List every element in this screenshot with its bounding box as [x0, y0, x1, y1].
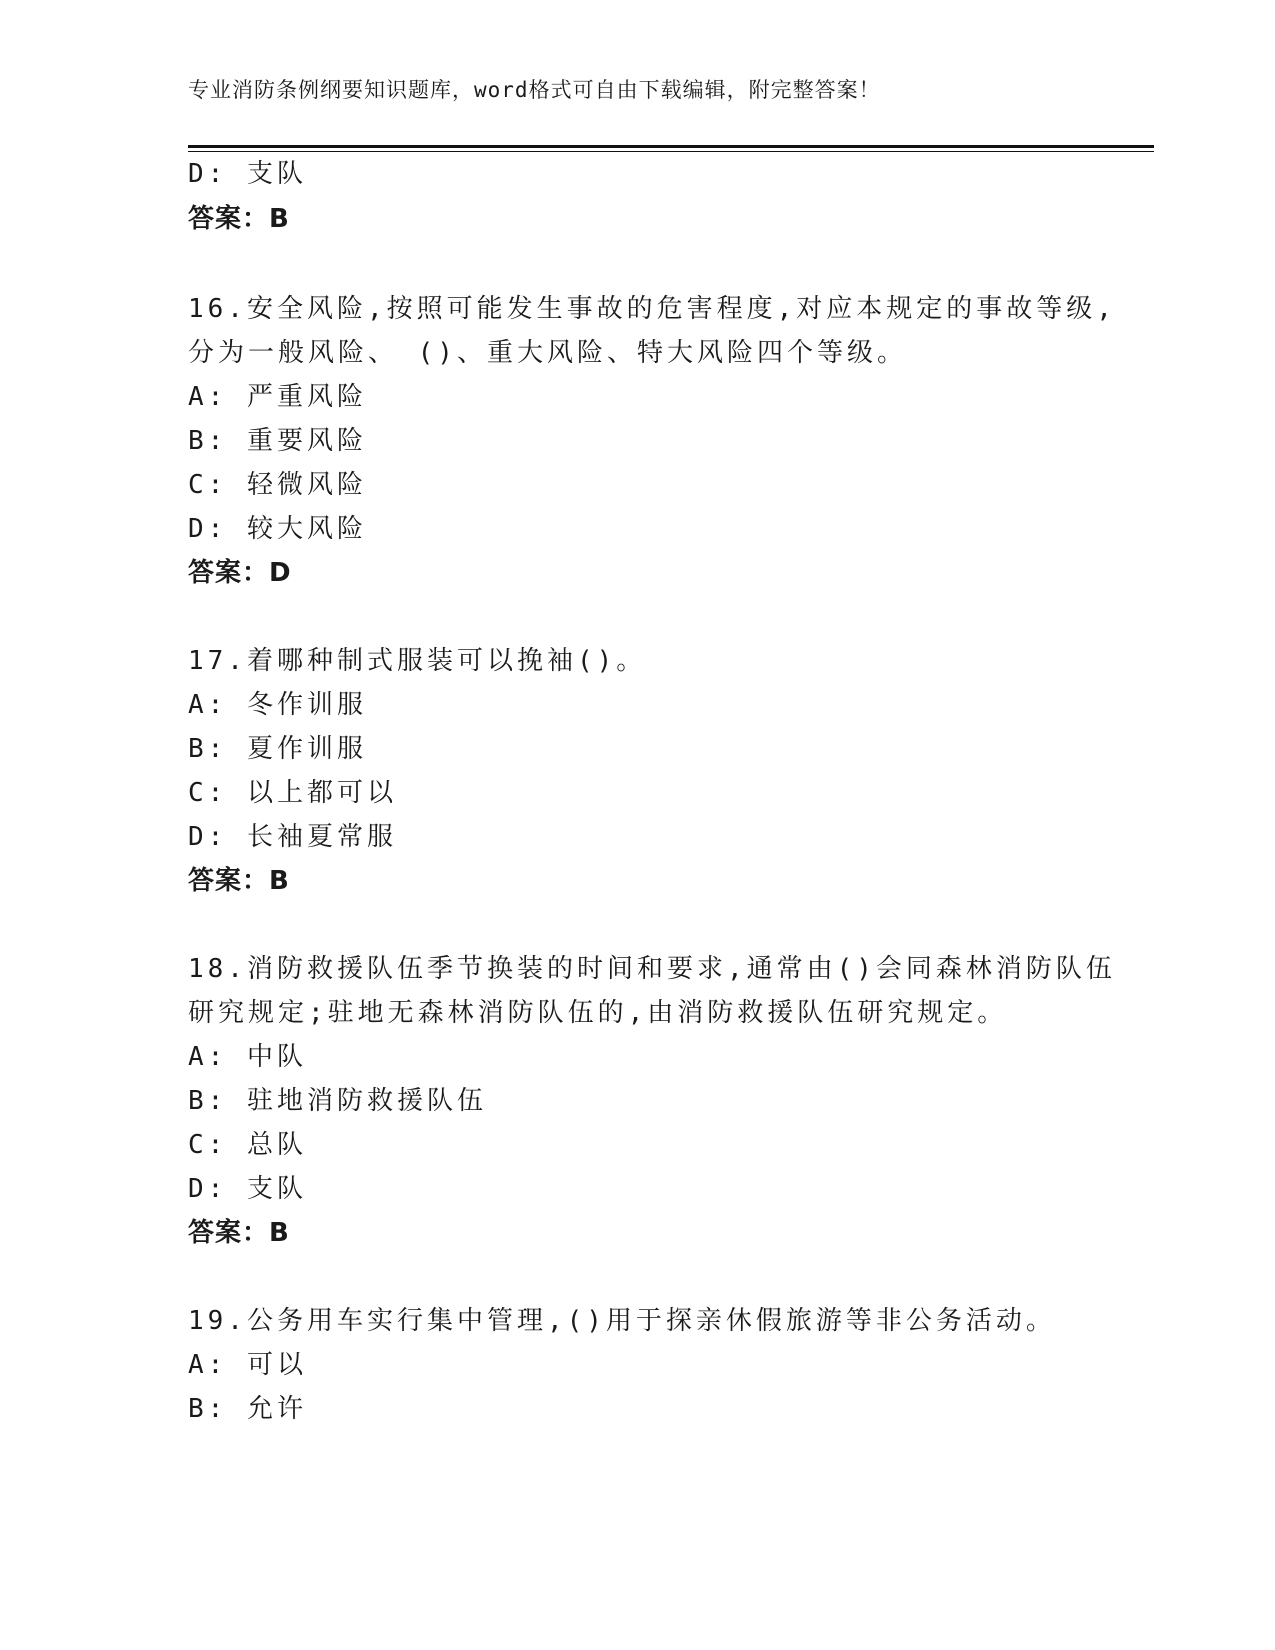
q17-answer: 答案：B [188, 866, 290, 896]
q19-stem-line1: 19.公务用车实行集中管理,()用于探亲休假旅游等非公务活动。 [188, 1306, 1056, 1336]
q16-option-c: C: 轻微风险 [188, 470, 367, 500]
q17-option-d: D: 长袖夏常服 [188, 822, 397, 852]
page-header: 专业消防条例纲要知识题库，word格式可自由下载编辑，附完整答案！ [188, 78, 881, 102]
q16-stem-line1: 16.安全风险,按照可能发生事故的危害程度,对应本规定的事故等级, [188, 294, 1116, 324]
header-rule-thin [188, 151, 1154, 152]
q15-answer: 答案：B [188, 204, 290, 234]
q17-option-a: A: 冬作训服 [188, 690, 367, 720]
q18-stem-line2: 研究规定;驻地无森林消防队伍的,由消防救援队伍研究规定。 [188, 998, 1008, 1028]
q16-stem-line2: 分为一般风险、 ()、重大风险、特大风险四个等级。 [188, 338, 907, 368]
q17-option-c: C: 以上都可以 [188, 778, 397, 808]
q18-option-c: C: 总队 [188, 1130, 307, 1160]
q17-option-b: B: 夏作训服 [188, 734, 367, 764]
q18-option-a: A: 中队 [188, 1042, 307, 1072]
q17-stem-line1: 17.着哪种制式服装可以挽袖()。 [188, 646, 647, 676]
header-rule-thick [188, 145, 1154, 148]
q16-option-a: A: 严重风险 [188, 382, 367, 412]
q18-option-d: D: 支队 [188, 1174, 307, 1204]
q18-answer: 答案：B [188, 1218, 290, 1248]
q15-option-d: D: 支队 [188, 159, 307, 189]
q18-stem-line1: 18.消防救援队伍季节换装的时间和要求,通常由()会同森林消防队伍 [188, 954, 1116, 984]
q16-answer: 答案：D [188, 558, 292, 588]
q19-option-a: A: 可以 [188, 1350, 307, 1380]
q16-option-d: D: 较大风险 [188, 514, 367, 544]
q18-option-b: B: 驻地消防救援队伍 [188, 1086, 487, 1116]
q19-option-b: B: 允许 [188, 1394, 307, 1424]
q16-option-b: B: 重要风险 [188, 426, 367, 456]
